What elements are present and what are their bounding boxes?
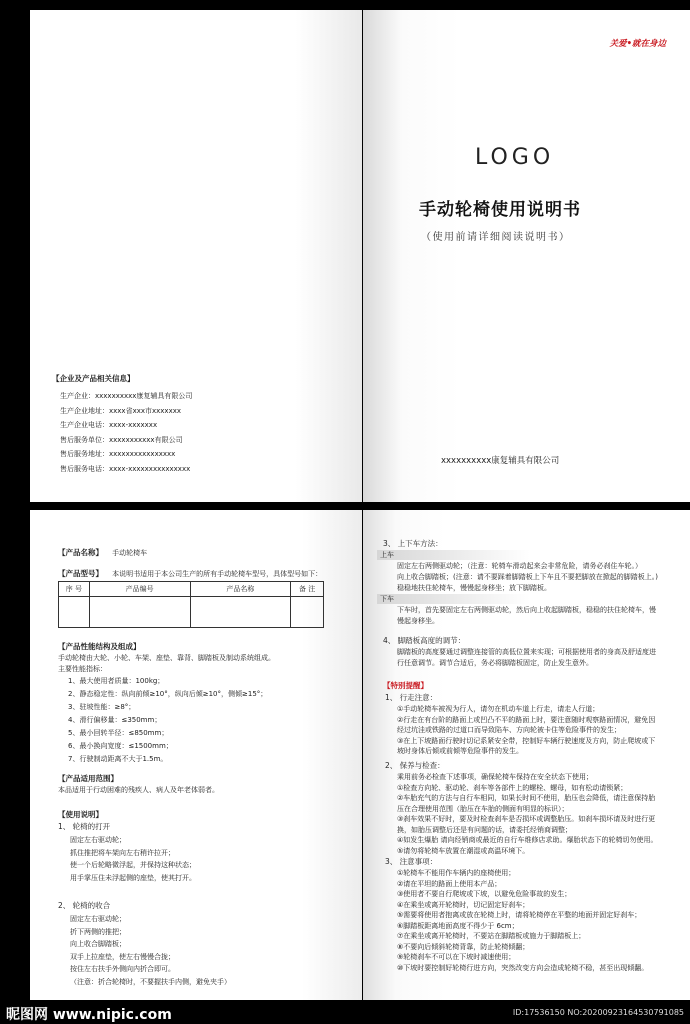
driving-line: ③在上下坡路面行驶时切记系紧安全带，控制好车辆行驶速度及方向，防止爬坡或下	[397, 736, 656, 745]
performance-section	[58, 653, 275, 766]
performance-item: 5、最小回转半径：≤850mm；	[68, 729, 169, 737]
usage-heading: 【使用说明】	[58, 810, 103, 819]
caution-line: ⑦在乘坐或离开轮椅时，不要站在脚踏板或施力于脚踏板上；	[397, 932, 586, 940]
maintenance-line: ③刹车效果不好时，要及时检查刹车是否损坏或调整胎压。如刹车损坏请及时进行更	[397, 815, 656, 823]
up-line: 固定左右两侧驱动轮；（注意：轮椅车滑动起来会非常危险，请务必刹住车轮。）	[397, 562, 642, 570]
caution-title: 3、 注意事项：	[385, 857, 438, 866]
product-model-row	[58, 561, 322, 580]
table-header: 产品编号	[89, 582, 190, 597]
caution-line: ②请在平坦的路面上使用本产品；	[397, 879, 502, 888]
close-step: 按住左右扶手外侧向内折合即可。	[70, 965, 175, 973]
open-step: 固定左右驱动轮；	[70, 836, 126, 844]
caution-line: ⑥脚踏板距离地面高度不得少于 6cm；	[397, 921, 519, 930]
driving-line: ①手动轮椅车被视为行人，请勿在机动车道上行走，请走人行道；	[397, 705, 600, 713]
company-name: xxxxxxxxxx康复辅具有限公司	[441, 456, 560, 466]
performance-item: 2、静态稳定性：纵向前倾≥10°，纵向后倾≥10°，侧倾≥15°；	[68, 690, 268, 698]
footrest-line: 行任意调节。调节合适后，务必将脚踏板固定，防止发生意外。	[397, 659, 593, 667]
close-step: 折下两侧的推把；	[70, 927, 126, 936]
performance-item: 3、驻坡性能：≥8°；	[68, 703, 136, 711]
performance-item: 1、最大使用者质量：100kg；	[68, 677, 165, 685]
ride-title: 3、 上下车方法：	[383, 539, 443, 548]
driving-section	[397, 704, 655, 757]
maintenance-line: ②车胎充气的方法与自行车相同，如果长时间不使用，胎压也会降低，请注意保持胎	[397, 794, 656, 802]
close-title: 2、 轮椅的收合	[58, 901, 111, 910]
driving-title: 1、 行走注意：	[385, 693, 438, 702]
driving-line: 坡时身体后倾或前倾等危险事件的发生。	[397, 747, 523, 755]
product-name: 手动轮椅车	[112, 549, 148, 557]
performance-item: 6、最小换向宽度：≤1500mm；	[68, 742, 173, 750]
close-step: 向上收合脚踏板；	[70, 940, 126, 948]
company-info-item: 生产企业：xxxxxxxxxx康复辅具有限公司	[60, 392, 193, 400]
company-info-heading: 【企业及产品相关信息】	[52, 374, 135, 383]
caution-line: ⑤需要将使用者抱离或放在轮椅上时，请将轮椅停在平整的地面并固定好刹车；	[397, 911, 642, 919]
company-info-item: 生产企业电话：xxxx-xxxxxxx	[60, 421, 158, 429]
maintenance-line: ①检查方向轮、驱动轮、刹车等各部件上的螺栓、螺母，如有松动请锁紧；	[397, 783, 628, 792]
performance-item: 7、行驶制动距离不大于1.5m。	[68, 755, 168, 763]
logo: LOGO	[475, 145, 555, 170]
document-title: 手动轮椅使用说明书	[419, 200, 581, 220]
caution-line: ⑧不要向后倾斜轮椅背靠，防止轮椅倾翻；	[397, 942, 530, 951]
maintenance-section	[397, 772, 658, 856]
scope-heading: 【产品适用范围】	[58, 774, 118, 783]
table-header: 序 号	[59, 582, 90, 597]
performance-item: 4、滑行偏移量：≤350mm；	[68, 716, 162, 724]
product-model-text: 本说明书适用于本公司生产的所有手动轮椅车型号，具体型号如下：	[112, 570, 323, 578]
up-line: 稳稳地扶住轮椅车，慢慢起身移坐；放下脚踏板。	[397, 584, 551, 592]
usage-section	[58, 821, 231, 988]
product-name-label: 【产品名称】	[58, 548, 103, 557]
watermark-bar	[0, 1000, 690, 1024]
table-header-row	[59, 582, 324, 597]
footrest-section	[397, 647, 656, 669]
caution-line: ③使用者不要自行爬坡或下坡，以避免危险事故的发生；	[397, 890, 572, 898]
company-info-item: 售后服务单位：xxxxxxxxxxx有限公司	[60, 435, 183, 444]
maintenance-line: 换，如胎压调整后还是有问题的话，请委托经销商调整；	[397, 825, 572, 834]
up-label: 上车	[377, 550, 530, 560]
footrest-line: 脚踏板的高度要通过调整连接管的高低位置来实现；可根据使用者的身高及舒适度进	[397, 648, 656, 656]
driving-line: 经过坑洼或铁路的过道口而导致陷车、方向轮被卡住等危险事件的发生；	[397, 726, 621, 734]
company-info-list	[60, 389, 192, 476]
open-step: 用手掌压住未浮起侧的座垫，使其打开。	[70, 873, 196, 882]
product-name-row	[58, 540, 147, 559]
company-info-item: 生产企业地址：xxxx省xxx市xxxxxxx	[60, 406, 181, 415]
caution-line: ⑩下坡时要控制好轮椅行进方向，突然改变方向会造成轮椅不稳，甚至出现倾翻。	[397, 963, 649, 972]
notice-heading: 【特别提醒】	[383, 681, 428, 690]
open-step: 抓住推把将车架向左右稍许拉开；	[70, 848, 175, 857]
close-step: （注意：折合轮椅时，不要握扶手内侧，避免夹手）	[70, 977, 231, 986]
maintenance-title: 2、 保养与检查：	[385, 761, 445, 770]
close-step: 双手上拉座垫，使左右慢慢合拢；	[70, 952, 175, 961]
driving-line: ②行走在有台阶的路面上或凹凸不平的路面上时，要注意随时观察路面情况，避免因	[397, 715, 656, 724]
maintenance-line: 压在合理使用范围（胎压在车胎的侧面有明显的标识）；	[397, 804, 569, 813]
performance-heading: 【产品性能结构及组成】	[58, 642, 141, 651]
document-subtitle: （使用前请详细阅读说明书）	[421, 232, 571, 243]
table-header: 产品名称	[190, 582, 291, 597]
caution-line: ⑨轮椅刹车不可以在下坡时减速使用；	[397, 953, 516, 961]
caution-line: ①轮椅车不能用作车辆内的座椅使用；	[397, 869, 516, 877]
scope-text: 本品适用于行动困难的残疾人、病人及年老体弱者。	[58, 786, 219, 794]
up-line: 向上收合脚踏板；(注意：请不要踩着脚踏板上下车且不要把脚放在掀起的脚踏板上。)	[397, 573, 658, 581]
table-row	[59, 597, 324, 628]
maintenance-line: ⑤请勿将轮椅车放置在潮湿或高温环境下。	[397, 846, 530, 855]
performance-subheading: 主要性能指标：	[58, 665, 107, 673]
footrest-title: 4、 脚踏板高度的调节：	[383, 636, 466, 645]
company-info-item: 售后服务地址：xxxxxxxxxxxxxxxx	[60, 450, 176, 458]
maintenance-line: 乘用前务必检查下述事项，确保轮椅车保持在安全状态下使用；	[397, 773, 593, 781]
company-info-item: 售后服务电话：xxxx-xxxxxxxxxxxxxxx	[60, 464, 191, 473]
product-model-table	[58, 581, 324, 628]
watermark-right: ID:17536150 NO:20200923164530791085	[512, 1008, 684, 1017]
performance-intro: 手动轮椅由大轮、小轮、车架、座垫、靠背、脚踏板及制动系统组成。	[58, 654, 275, 662]
down-line: 慢起身移坐。	[397, 617, 439, 625]
manual-page-right	[363, 510, 690, 1000]
front-cover-page	[363, 10, 690, 502]
close-step: 固定左右驱动轮；	[70, 915, 126, 923]
manual-page-left	[30, 510, 362, 1000]
table-header: 备 注	[291, 582, 324, 597]
watermark-left: 昵图网 www.nipic.com	[6, 1007, 172, 1023]
open-step: 使一个后轮略微浮起，并保持这种状态；	[70, 861, 196, 869]
caution-line: ④在乘坐或离开轮椅时，切记固定好刹车；	[397, 900, 530, 909]
caution-section	[397, 868, 648, 973]
back-cover-page	[30, 10, 362, 502]
down-label: 下车	[377, 594, 530, 604]
open-title: 1、 轮椅的打开	[58, 822, 111, 831]
product-model-label: 【产品型号】	[58, 569, 103, 578]
down-section	[397, 605, 656, 627]
up-section	[397, 561, 658, 594]
down-line: 下车时，首先要固定左右两侧驱动轮，然后向上收起脚踏板，稳稳的扶住轮椅车，慢	[397, 606, 656, 614]
slogan: 关爱•就在身边	[609, 39, 666, 49]
maintenance-line: ④如发生爆胎 请向经销商或最近的自行车维修店求助。爆胎状态下的轮椅切勿使用。	[397, 836, 658, 844]
